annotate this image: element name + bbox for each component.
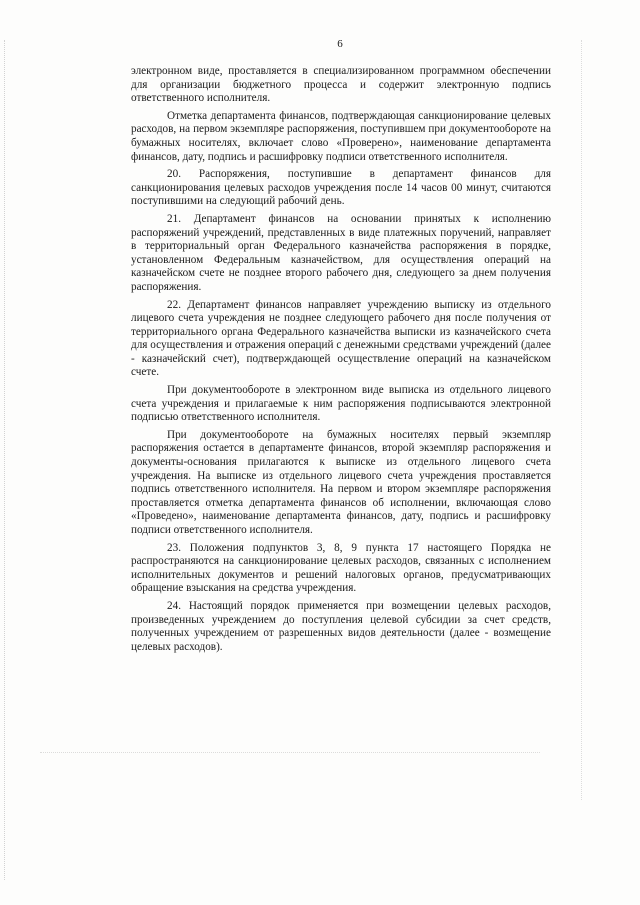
scan-artifact-bottom (40, 752, 540, 755)
paragraph-continuation: электронном виде, проставляется в специализированном программном обеспечении для организации бюджетного процесса и содержит электронную подпись ответственного исполнителя. (131, 65, 551, 105)
paragraph-22-paper: При документообороте на бумажных носителях первый экземпляр распоряжения остается в департаменте финансов, второй экземпляр распоряжения и документы-основания прилагаются к выписке из отдельного лицевого счета учреждения. На выписке из отдельного лицевого счета учреждения проставляется подпись ответственного исполнителя. На первом и втором экземпляре распоряжения проставляется отметка департамента финансов об исполнении, включающая слово «Проведено», наименование департамента финансов, дату, подпись и расшифровку подписи ответственного исполнителя. (131, 428, 551, 536)
paragraph-24: 24. Настоящий порядок применяется при возмещении целевых расходов, произведенных учреждением до поступления целевой субсидии за счет средств, полученных учреждением от разрешенных видов деятельности (далее - возмещение целевых расходов). (131, 599, 551, 653)
paragraph-22: 22. Департамент финансов направляет учреждению выписку из отдельного лицевого счета учреждения не позднее следующего рабочего дня после получения от территориального органа Федерального казначейства выписки из казначейского счета для осуществления и отражения операций с денежными средствами учреждений (далее - казначейский счет), подтверждающей осуществление операций на казначейском счете. (131, 298, 551, 379)
scan-edge-right (579, 40, 582, 800)
paragraph-mark-paper: Отметка департамента финансов, подтверждающая санкционирование целевых расходов, на первом экземпляре распоряжения, поступившем при документообороте на бумажных носителях, включает слово «Проверено», наименование департамента финансов, дату, подпись и расшифровку подписи ответственного исполнителя. (131, 109, 551, 163)
document-body (131, 65, 551, 658)
page-number: 6 (337, 38, 343, 50)
paragraph-20: 20. Распоряжения, поступившие в департамент финансов для санкционирования целевых расходов учреждения после 14 часов 00 минут, считаются поступившими на следующий рабочий день. (131, 168, 551, 208)
paragraph-22-electronic: При документообороте в электронном виде выписка из отдельного лицевого счета учреждения и прилагаемые к ним распоряжения подписываются электронной подписью ответственного исполнителя. (131, 384, 551, 424)
paragraph-23: 23. Положения подпунктов 3, 8, 9 пункта 17 настоящего Порядка не распространяются на санкционирование целевых расходов, связанных с исполнением исполнительных документов и решений налоговых органов, предусматривающих обращение взыскания на средства учреждения. (131, 541, 551, 595)
scan-edge-left (4, 40, 15, 880)
paragraph-21: 21. Департамент финансов на основании принятых к исполнению распоряжений учреждений, представленных в виде платежных поручений, направляет в территориальный орган Федерального казначейства распоряжения в порядке, установленном Федеральным казначейством, для осуществления операций на казначейском счете не позднее второго рабочего дня, следующего за днем получения распоряжения. (131, 212, 551, 293)
